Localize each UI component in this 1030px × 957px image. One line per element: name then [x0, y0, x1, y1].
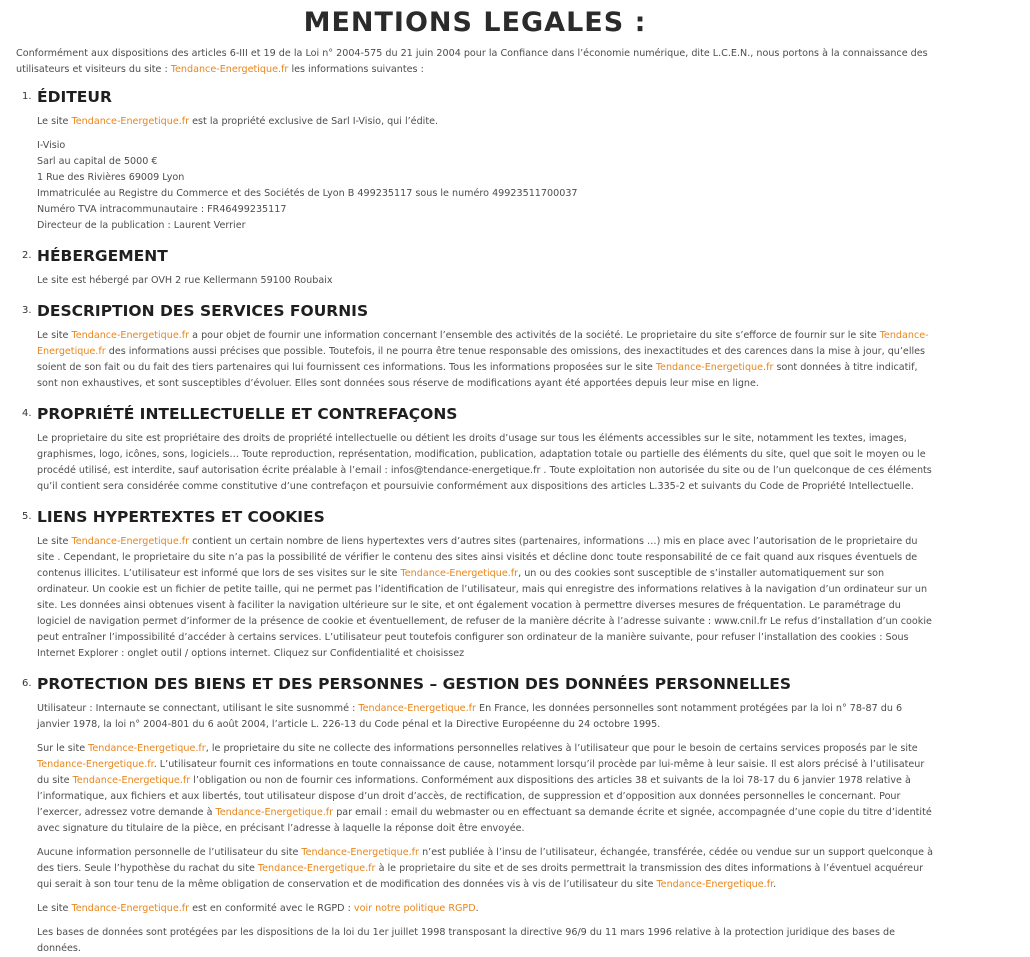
text: est la propriété exclusive de Sarl I-Visio, qui l’édite.: [189, 116, 439, 127]
section-propriete-intellectuelle: [0, 403, 1030, 495]
text: l’obligation ou non de fournir ces informations. Conformément aux dispositions des articles 38 et suivants de la loi 78-17 du 6 janvier 1978 relative à l’informatique, aux fichiers et aux libertés, tout utilisateur dispose d’un droit d’accès, de rectification, de suppression et d’opposition aux données personnelles le concernant. Pour l’exercer, adressez votre demande à: [37, 775, 911, 818]
text: n’est publiée à l’insu de l’utilisateur, échangée, transférée, cédée ou vendue sur un support quelconque à des tiers. Seule l’hypothèse du rachat du site: [37, 847, 933, 874]
intro-paragraph: [16, 46, 936, 78]
paragraph: [37, 901, 937, 917]
text: Sur le site: [37, 743, 89, 754]
text: par email : email du webmaster ou en effectuant sa demande écrite et signée, accompagnée d’une copie du titre d’identité avec signature du titulaire de la pièce, en précisant l’adresse à laquelle la réponse doit être envoyée.: [37, 807, 932, 834]
section-hebergement: [0, 245, 1030, 289]
site-link[interactable]: Tendance-Energetique.fr: [71, 903, 190, 914]
text: .: [773, 879, 777, 890]
site-link[interactable]: Tendance-Energetique.fr: [656, 879, 774, 890]
site-link[interactable]: Tendance-Energetique.fr: [655, 362, 774, 373]
section-liens-cookies: [0, 506, 1030, 662]
site-link[interactable]: Tendance-Energetique.fr: [170, 64, 289, 75]
section-title: ÉDITEUR: [37, 88, 112, 106]
text: Le site: [37, 330, 72, 341]
text: , le proprietaire du site ne collecte des informations personnelles relatives à l’utilisateur que pour le besoin de certains services proposés par le site: [205, 743, 918, 754]
site-link[interactable]: Tendance-Energetique.fr: [301, 847, 420, 858]
company-details: [37, 138, 937, 234]
sections-list: [0, 86, 1030, 957]
site-link[interactable]: Tendance-Energetique.fr: [71, 116, 190, 127]
company-name: I-Visio: [37, 140, 66, 151]
section-number: 6.: [22, 678, 32, 689]
text: En France, les données personnelles sont notamment protégées par la loi n° 78-87 du 6 janvier 1978, la loi n° 2004-801 du 6 août 2004, l’article L. 226-13 du Code pénal et la Directive Européenne du 24 octobre 1995.: [37, 703, 903, 730]
section-number: 3.: [22, 305, 32, 316]
rgpd-policy-link[interactable]: voir notre politique RGPD: [353, 903, 476, 914]
text: a pour objet de fournir une information concernant l’ensemble des activités de la société. Le proprietaire du site s’efforce de fournir sur le site: [189, 330, 880, 341]
section-title: LIENS HYPERTEXTES ET COOKIES: [37, 508, 325, 526]
site-link[interactable]: Tendance-Energetique.fr: [71, 536, 190, 547]
section-title: PROPRIÉTÉ INTELLECTUELLE ET CONTREFAÇONS: [37, 405, 458, 423]
site-link[interactable]: Tendance-Energetique.fr: [72, 775, 191, 786]
publication-director: Directeur de la publication : Laurent Verrier: [37, 220, 246, 231]
intro-text: Conformément aux dispositions des articles 6-III et 19 de la Loi n° 2004-575 du 21 juin 2004 pour la Confiance dans l’économie numérique, dite L.C.E.N., nous portons à la connaissance des utilisateurs et visiteurs du site :: [16, 48, 928, 75]
paragraph: [37, 328, 937, 392]
section-title: PROTECTION DES BIENS ET DES PERSONNES – GESTION DES DONNÉES PERSONNELLES: [37, 675, 791, 693]
section-editeur: [0, 86, 1030, 234]
site-link[interactable]: Tendance-Energetique.fr: [215, 807, 334, 818]
site-link[interactable]: Tendance-Energetique.fr: [71, 330, 190, 341]
paragraph: [37, 114, 937, 130]
site-link[interactable]: Tendance-Energetique.fr: [358, 703, 476, 714]
text: Le site: [37, 116, 72, 127]
section-number: 1.: [22, 91, 32, 102]
company-address: 1 Rue des Rivières 69009 Lyon: [37, 172, 185, 183]
site-link[interactable]: Tendance-Energetique.fr: [37, 759, 154, 770]
paragraph: [37, 741, 937, 837]
text: contient un certain nombre de liens hypertextes vers d’autres sites (partenaires, informations …) mis en place avec l’autorisation de le proprietaire du site . Cependant, le proprietaire du site n’a pas la possibilité de vérifier le contenu des sites ainsi visités et décline donc toute responsabilité de ce fait quand aux risques éventuels de contenus illicites. L’utilisateur est informé que lors de ses visites sur le site: [37, 536, 918, 579]
paragraph: [37, 534, 937, 662]
section-description-services: [0, 300, 1030, 392]
company-registration: Immatriculée au Registre du Commerce et des Sociétés de Lyon B 499235117 sous le numéro 49923511700037: [37, 188, 578, 199]
text: Le site: [37, 536, 72, 547]
paragraph: Le site est hébergé par OVH 2 rue Kellermann 59100 Roubaix: [37, 275, 333, 286]
section-number: 2.: [22, 250, 32, 261]
text: .: [475, 903, 479, 914]
section-title: HÉBERGEMENT: [37, 247, 168, 265]
text: est en conformité avec le RGPD :: [189, 903, 354, 914]
company-capital: Sarl au capital de 5000 €: [37, 156, 158, 167]
paragraph: Le proprietaire du site est propriétaire des droits de propriété intellectuelle ou détient les droits d’usage sur tous les éléments accessibles sur le site, notamment les textes, images, graphismes, logo, icônes, sons, logiciels… Toute reproduction, représentation, modification, publication, adaptation totale ou partielle des éléments du site, quel que soit le moyen ou le procédé utilisé, est interdite, sauf autorisation écrite préalable à l’email : infos@tendance-energetique.fr . Toute exploitation non autorisée du site ou de l’un quelconque de ces éléments qu’il contient sera considérée comme constitutive d’une contrefaçon et poursuivie conformément aux dispositions des articles L.335-2 et suivants du Code de Propriété Intellectuelle.: [37, 433, 932, 492]
paragraph: Les bases de données sont protégées par les dispositions de la loi du 1er juillet 1998 transposant la directive 96/9 du 11 mars 1996 relative à la protection juridique des bases de données.: [37, 927, 895, 954]
company-vat: Numéro TVA intracommunautaire : FR46499235117: [37, 204, 287, 215]
section-number: 4.: [22, 408, 32, 419]
text: Utilisateur : Internaute se connectant, utilisant le site susnommé :: [37, 703, 359, 714]
text: Aucune information personnelle de l’utilisateur du site: [37, 847, 302, 858]
text: sont données à titre indicatif, sont non exhaustives, et sont susceptibles d’évoluer. Elles sont données sous réserve de modifications ayant été apportées depuis leur mise en ligne.: [37, 362, 918, 389]
text: . L’utilisateur fournit ces informations en toute connaissance de cause, notamment lorsqu’il procède par lui-même à leur saisie. Il est alors précisé à l’utilisateur du site: [37, 759, 925, 786]
paragraph: [37, 701, 937, 733]
text: à le proprietaire du site et de ses droits permettrait la transmission des dites informations à l’éventuel acquéreur qui serait à son tour tenu de la même obligation de conservation et de modification des données vis à vis de l’utilisateur du site: [37, 863, 924, 890]
text: , un ou des cookies sont susceptible de s’installer automatiquement sur son ordinateur. Un cookie est un fichier de petite taille, qui ne permet pas l’identification de l’utilisateur, mais qui enregistre des informations relatives à la navigation d’un ordinateur sur un site. Les données ainsi obtenues visent à faciliter la navigation ultérieure sur le site, et ont également vocation à permettre diverses mesures de fréquentation. Le paramétrage du logiciel de navigation permet d’informer de la présence de cookie et éventuellement, de refuser de la manière décrite à l’adresse suivante : www.cnil.fr Le refus d’installation d’un cookie peut entraîner l’impossibilité d’accéder à certains services. L’utilisateur peut toutefois configurer son ordinateur de la manière suivante, pour refuser l’installation des cookies : Sous Internet Explorer : onglet outil / options internet. Cliquez sur Confidentialité et choisissez: [37, 568, 932, 659]
site-link[interactable]: Tendance-Energetique.fr: [88, 743, 206, 754]
text: des informations aussi précises que possible. Toutefois, il ne pourra être tenue responsable des omissions, des inexactitudes et des carences dans la mise à jour, qu’elles soient de son fait ou du fait des tiers partenaires qui lui fournissent ces informations. Tous les informations proposées sur le site: [37, 346, 926, 373]
intro-text-end: les informations suivantes :: [288, 64, 424, 75]
section-protection-donnees: [0, 673, 1030, 957]
site-link[interactable]: Tendance-Energetique.fr: [37, 330, 929, 357]
site-link[interactable]: Tendance-Energetique.fr: [400, 568, 519, 579]
page-title: MENTIONS LEGALES :: [303, 7, 647, 38]
paragraph: [37, 845, 937, 893]
site-link[interactable]: Tendance-Energetique.fr: [257, 863, 376, 874]
section-number: 5.: [22, 511, 32, 522]
text: Le site: [37, 903, 72, 914]
section-title: DESCRIPTION DES SERVICES FOURNIS: [37, 302, 369, 320]
